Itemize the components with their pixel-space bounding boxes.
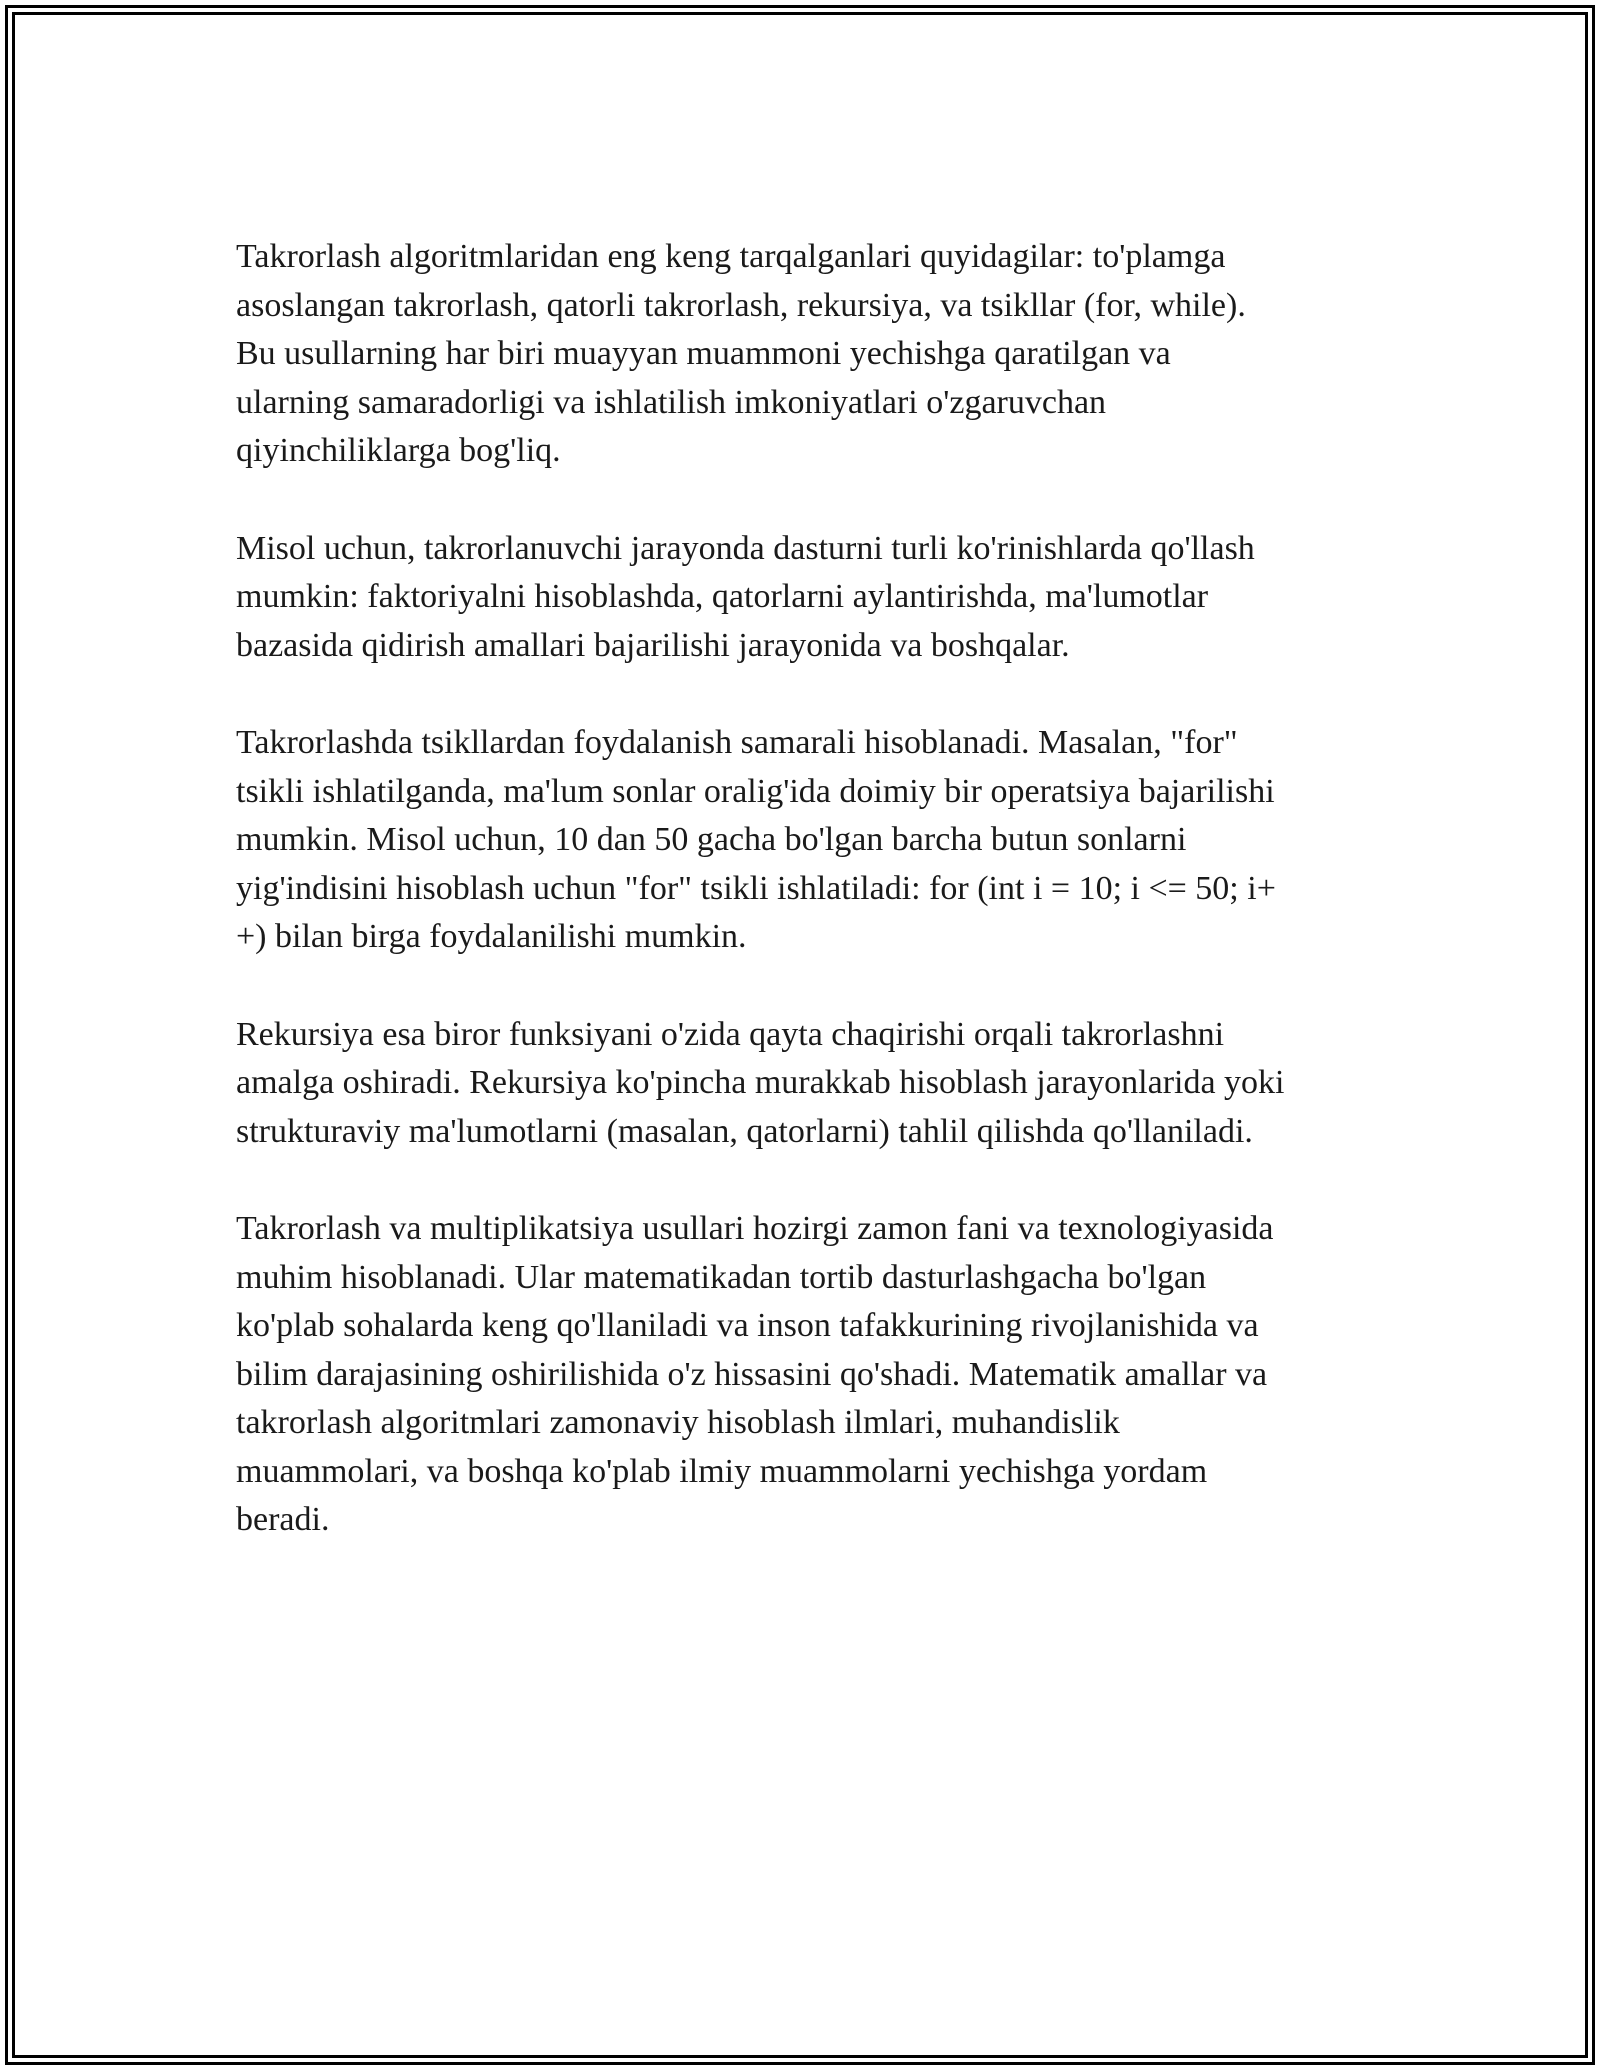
document-body (236, 233, 1364, 1594)
paragraph-4: Rekursiya esa biror funksiyani o'zida qayta chaqirishi orqali takrorlashni amalga oshiradi. Rekursiya ko'pincha murakkab hisoblash jarayonlarida yoki strukturaviy ma'lumotlarni (masalan, qatorlarni) tahlil qilishda qo'llaniladi. (236, 1015, 1285, 1150)
paragraph-2: Misol uchun, takrorlanuvchi jarayonda dasturni turli ko'rinishlarda qo'llash mumkin: faktoriyalni hisoblashda, qatorlarni aylantirishda, ma'lumotlar bazasida qidirish amallari bajarilishi jarayonida va boshqalar. (236, 529, 1255, 664)
paragraph-1: Takrorlash algoritmlaridan eng keng tarqalganlari quyidagilar: to'plamga asoslangan takrorlash, qatorli takrorlash, rekursiya, va tsikllar (for, while). Bu usullarning har biri muayyan muammoni yechishga qaratilgan va ularning samaradorligi va ishlatilish imkoniyatlari o'zgaruvchan qiyinchiliklarga bog'liq. (236, 238, 1246, 469)
paragraph-3: Takrorlashda tsikllardan foydalanish samarali hisoblanadi. Masalan, "for" tsikli ishlatilganda, ma'lum sonlar oralig'ida doimiy bir operatsiya bajarilishi mumkin. Misol uchun, 10 dan 50 gacha bo'lgan barcha butun sonlarni yig'indisini hisoblash uchun "for" tsikli ishlatiladi: for (int i = 10; i <= 50; i+ +) bilan birga foydalanilishi mumkin. (236, 724, 1276, 955)
paragraph-5: Takrorlash va multiplikatsiya usullari hozirgi zamon fani va texnologiyasida muhim hisoblanadi. Ular matematikadan tortib dasturlashgacha bo'lgan ko'plab sohalarda keng qo'llaniladi va inson tafakkurining rivojlanishida va bilim darajasining oshirilishida o'z hissasini qo'shadi. Matematik amallar va takrorlash algoritmlari zamonaviy hisoblash ilmlari, muhandislik muammolari, va boshqa ko'plab ilmiy muammolarni yechishga yordam beradi. (236, 1210, 1274, 1538)
